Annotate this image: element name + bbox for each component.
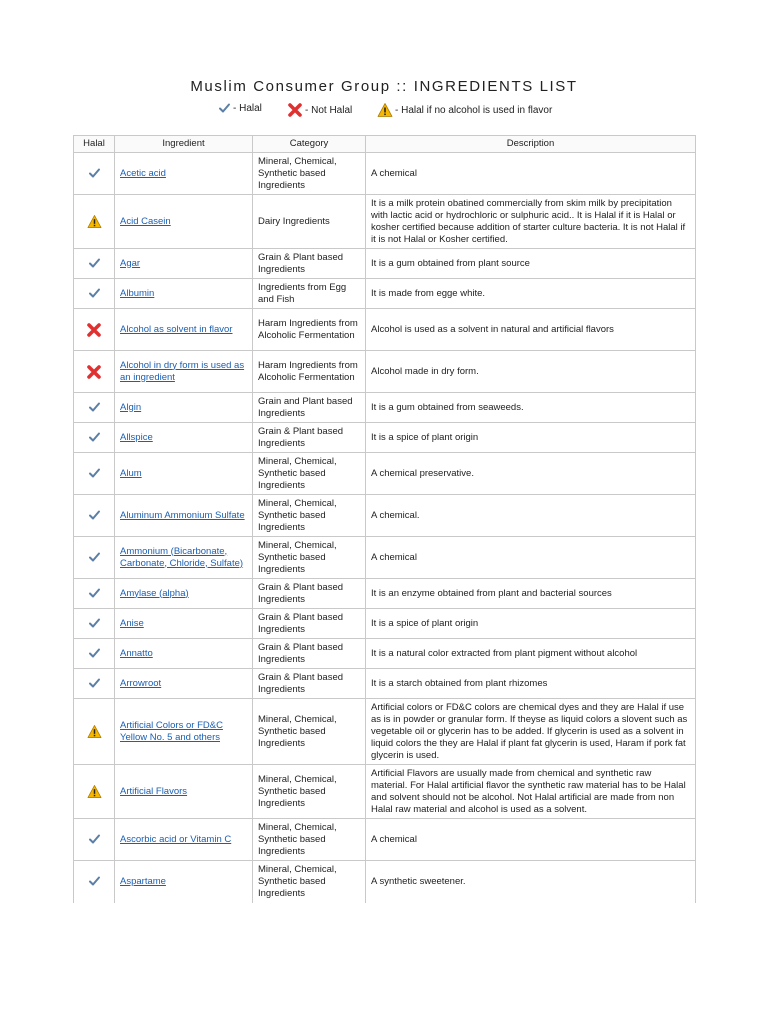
description-cell: A chemical. [366,495,696,537]
status-cell [74,153,115,195]
ingredient-cell [115,639,253,669]
status-cell [74,495,115,537]
category-cell: Grain & Plant based Ingredients [253,249,366,279]
category-cell: Haram Ingredients from Alcoholic Fermentation [253,309,366,351]
table-row [74,249,696,279]
status-cell [74,669,115,699]
table-row [74,393,696,423]
checkmark-icon [88,618,101,629]
checkmark-icon [88,834,101,845]
table-row [74,195,696,249]
status-cell [74,249,115,279]
status-cell [74,609,115,639]
ingredient-link[interactable]: Aspartame [120,875,166,887]
description-cell: Alcohol made in dry form. [366,351,696,393]
legend-halal-label: - Halal [233,102,262,114]
description-cell: It is an enzyme obtained from plant and bacterial sources [366,579,696,609]
category-cell: Grain & Plant based Ingredients [253,579,366,609]
ingredient-cell [115,579,253,609]
description-cell: Alcohol is used as a solvent in natural and artificial flavors [366,309,696,351]
category-cell: Mineral, Chemical, Synthetic based Ingredients [253,453,366,495]
status-cell [74,279,115,309]
checkmark-icon [88,552,101,563]
status-cell [74,819,115,861]
description-cell: A chemical [366,819,696,861]
warning-icon [87,726,102,737]
category-cell: Mineral, Chemical, Synthetic based Ingredients [253,861,366,903]
page-title: Muslim Consumer Group :: INGREDIENTS LIST [190,78,578,95]
description-cell: It is a starch obtained from plant rhizomes [366,669,696,699]
checkmark-icon [88,258,101,269]
table-row [74,639,696,669]
status-cell [74,393,115,423]
category-cell: Dairy Ingredients [253,195,366,249]
table-row [74,669,696,699]
ingredient-cell [115,537,253,579]
ingredient-link[interactable]: Algin [120,401,142,413]
status-cell [74,351,115,393]
table-row [74,579,696,609]
ingredient-cell [115,765,253,819]
description-cell: A chemical [366,153,696,195]
table-row [74,765,696,819]
ingredient-cell [115,453,253,495]
checkmark-icon [88,402,101,413]
legend [0,102,768,124]
description-cell: A chemical [366,537,696,579]
category-cell: Grain and Plant based Ingredients [253,393,366,423]
legend-not-halal [287,102,352,118]
ingredient-link[interactable]: Alum [120,467,142,479]
checkmark-icon [88,432,101,443]
ingredient-link[interactable]: Alcohol as solvent in flavor [120,323,233,335]
ingredient-cell [115,393,253,423]
status-cell [74,765,115,819]
warning-icon [87,786,102,797]
description-cell: It is a milk protein obatined commercially from skim milk by precipitation with lactic acid or hydrochloric or sulphuric acid.. It is Halal if it is Halal or kosher certified because addition of starter culture bacteria. It is not Halal if it is not Halal or Kosher certified. [366,195,696,249]
warning-icon [87,216,102,227]
table-row [74,153,696,195]
status-cell [74,195,115,249]
description-cell: It is a gum obtained from seaweeds. [366,393,696,423]
status-cell [74,579,115,609]
category-cell: Mineral, Chemical, Synthetic based Ingredients [253,153,366,195]
checkmark-icon [88,588,101,599]
ingredient-cell [115,195,253,249]
category-cell: Mineral, Chemical, Synthetic based Ingredients [253,537,366,579]
table-row [74,279,696,309]
legend-conditional [377,102,552,118]
category-cell: Grain & Plant based Ingredients [253,639,366,669]
ingredient-link[interactable]: Albumin [120,287,155,299]
status-cell [74,699,115,765]
checkmark-icon [88,510,101,521]
cross-icon [86,366,102,377]
ingredient-link[interactable]: Ascorbic acid or Vitamin C [120,833,232,845]
ingredient-link[interactable]: Alcohol in dry form is used as an ingredient [120,359,245,383]
legend-halal [218,102,262,114]
ingredient-link[interactable]: Arrowroot [120,677,162,689]
legend-conditional-label: - Halal if no alcohol is used in flavor [395,104,553,116]
ingredient-cell [115,279,253,309]
table-header-row [74,136,696,153]
category-cell: Grain & Plant based Ingredients [253,609,366,639]
ingredient-cell [115,423,253,453]
description-cell: It is a spice of plant origin [366,609,696,639]
table-row [74,537,696,579]
warning-icon [377,102,393,118]
status-cell [74,309,115,351]
table-row [74,351,696,393]
category-cell: Haram Ingredients from Alcoholic Fermentation [253,351,366,393]
category-cell: Mineral, Chemical, Synthetic based Ingredients [253,495,366,537]
ingredient-link[interactable]: Artificial Colors or FD&C Yellow No. 5 and others [120,719,223,743]
description-cell: A synthetic sweetener. [366,861,696,903]
header-ingredient: Ingredient [115,136,253,153]
cross-icon [86,324,102,335]
table-row [74,699,696,765]
ingredient-link[interactable]: Artificial Flavors [120,785,188,797]
ingredient-cell [115,249,253,279]
checkmark-icon [88,468,101,479]
ingredient-cell [115,351,253,393]
ingredient-cell [115,861,253,903]
table-row [74,861,696,903]
ingredient-cell [115,819,253,861]
description-cell: A chemical preservative. [366,453,696,495]
category-cell: Grain & Plant based Ingredients [253,669,366,699]
table-row [74,453,696,495]
description-cell: It is a natural color extracted from plant pigment without alcohol [366,639,696,669]
ingredient-link[interactable]: Amylase (alpha) [120,587,189,599]
description-cell: Artificial colors or FD&C colors are chemical dyes and they are Halal if use as is in powder or granular form. If theyse as liquid colors a slovent such as vegetable oil or glycerin has to be added. If glycerin is used as a solvent in liquid colors the they are Halal if plant fat glycerin is used, Haram if pork fat glycerin is used. [366,699,696,765]
header-description: Description [366,136,696,153]
header-halal: Halal [74,136,115,153]
category-cell: Grain & Plant based Ingredients [253,423,366,453]
checkmark-icon [218,102,231,114]
table-row [74,495,696,537]
ingredient-link[interactable]: Ammonium (Bicarbonate, Carbonate, Chloride, Sulfate) [120,545,244,569]
description-cell: Artificial Flavors are usually made from chemical and synthetic raw material. For Halal artificial flavor the synthetic raw material has to be Halal and solvent should not be alcohol. Not Halal artificial are made from non Halal raw material and alcohol is used as a solvent. [366,765,696,819]
header-category: Category [253,136,366,153]
ingredients-table [73,135,696,903]
ingredient-link[interactable]: Aluminum Ammonium Sulfate [120,509,245,521]
ingredient-link[interactable]: Acetic acid [120,167,166,179]
ingredient-cell [115,699,253,765]
status-cell [74,537,115,579]
status-cell [74,423,115,453]
category-cell: Mineral, Chemical, Synthetic based Ingredients [253,765,366,819]
status-cell [74,453,115,495]
table-row [74,819,696,861]
ingredient-link[interactable]: Annatto [120,647,153,659]
ingredient-link[interactable]: Agar [120,257,141,269]
checkmark-icon [88,288,101,299]
ingredient-cell [115,669,253,699]
status-cell [74,639,115,669]
ingredient-cell [115,495,253,537]
cross-icon [287,102,303,118]
status-cell [74,861,115,903]
ingredient-cell [115,153,253,195]
checkmark-icon [88,876,101,887]
ingredient-link[interactable]: Allspice [120,431,153,443]
checkmark-icon [88,168,101,179]
checkmark-icon [88,648,101,659]
ingredient-cell [115,609,253,639]
description-cell: It is a gum obtained from plant source [366,249,696,279]
ingredient-link[interactable]: Anise [120,617,144,629]
ingredient-link[interactable]: Acid Casein [120,215,171,227]
category-cell: Mineral, Chemical, Synthetic based Ingredients [253,819,366,861]
description-cell: It is a spice of plant origin [366,423,696,453]
category-cell: Ingredients from Egg and Fish [253,279,366,309]
table-row [74,609,696,639]
table-row [74,309,696,351]
category-cell: Mineral, Chemical, Synthetic based Ingredients [253,699,366,765]
table-row [74,423,696,453]
checkmark-icon [88,678,101,689]
description-cell: It is made from egge white. [366,279,696,309]
legend-not-halal-label: - Not Halal [305,104,353,116]
ingredient-cell [115,309,253,351]
